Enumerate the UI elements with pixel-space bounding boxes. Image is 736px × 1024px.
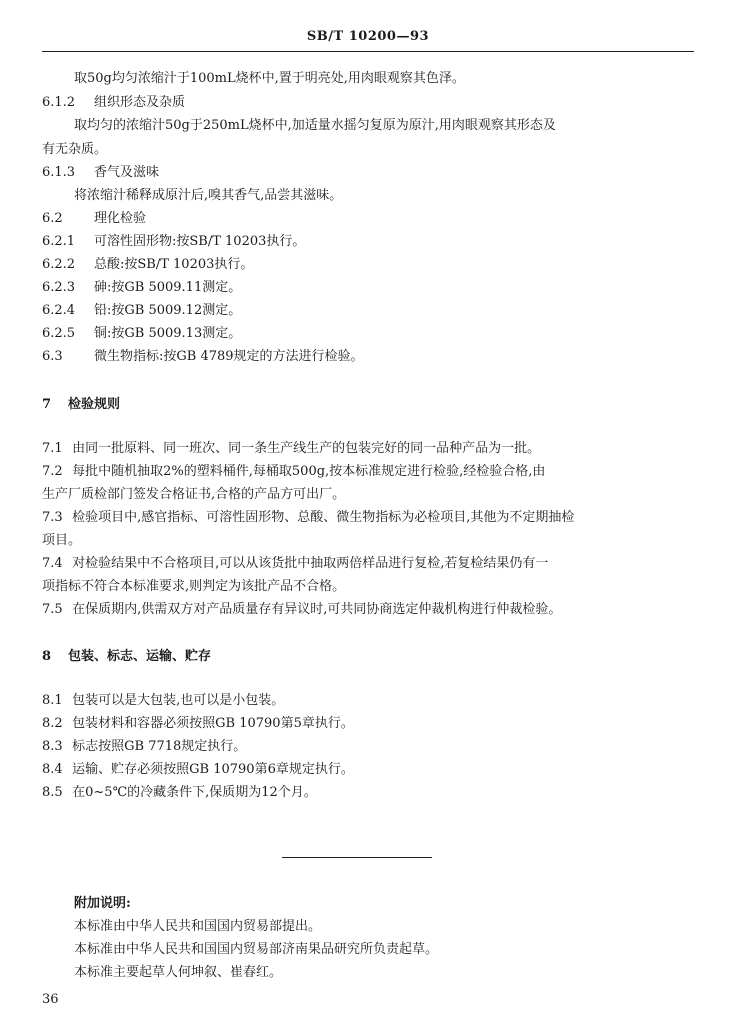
section-8-3 (42, 738, 692, 756)
section-8-1 (42, 692, 692, 710)
page-number: 36 (42, 992, 59, 1007)
section-7-3 (42, 509, 692, 527)
header-rule (42, 51, 694, 52)
chapter-7-heading (42, 396, 692, 414)
section-number: 8.1 (42, 693, 63, 708)
paragraph-line: 将浓缩汁稀释成原汁后,嗅其香气,品尝其滋味。 (74, 188, 343, 203)
footnote-rule (282, 857, 432, 858)
section-text: 包装可以是大包装,也可以是小包装。 (72, 693, 285, 708)
section-text: 标志按照GB 7718规定执行。 (72, 739, 247, 754)
section-text: 砷:按GB 5009.11测定。 (94, 280, 242, 295)
additional-note-line: 本标准由中华人民共和国国内贸易部济南果品研究所负责起草。 (74, 942, 439, 957)
additional-notes-title: 附加说明: (74, 896, 131, 911)
section-number: 7.4 (42, 556, 63, 571)
section-title: 香气及滋味 (94, 165, 160, 180)
section-8-4 (42, 761, 692, 779)
section-6-2-5 (42, 325, 692, 343)
section-number: 7.5 (42, 602, 63, 617)
section-number: 6.2.3 (42, 280, 76, 295)
section-number: 6.2.4 (42, 303, 76, 318)
section-text: 微生物指标:按GB 4789规定的方法进行检验。 (94, 349, 364, 364)
section-7-4 (42, 555, 692, 573)
section-text: 总酸:按SB/T 10203执行。 (94, 257, 254, 272)
section-number: 6.2 (42, 211, 63, 226)
section-number: 7.3 (42, 510, 63, 525)
paragraph-line: 生产厂质检部门签发合格证书,合格的产品方可出厂。 (42, 487, 346, 502)
section-text: 铜:按GB 5009.13测定。 (94, 326, 242, 341)
section-text: 在0~5℃的冷藏条件下,保质期为12个月。 (72, 785, 317, 800)
section-7-5 (42, 601, 692, 619)
section-number: 7.1 (42, 441, 63, 456)
chapter-title: 检验规则 (68, 397, 121, 412)
section-6-1-3 (42, 164, 692, 182)
section-text: 检验项目中,感官指标、可溶性固形物、总酸、微生物指标为必检项目,其他为不定期抽检 (72, 510, 575, 525)
section-8-2 (42, 715, 692, 733)
section-number: 8.3 (42, 739, 63, 754)
section-title: 理化检验 (94, 211, 147, 226)
document-code-header: SB/T 10200—93 (306, 29, 430, 44)
section-6-1-2 (42, 94, 692, 112)
section-number: 6.1.2 (42, 95, 76, 110)
paragraph-line: 有无杂质。 (42, 142, 108, 157)
chapter-8-heading (42, 648, 692, 666)
section-number: 7.2 (42, 464, 63, 479)
section-title: 组织形态及杂质 (94, 95, 186, 110)
section-number: 8.4 (42, 762, 63, 777)
paragraph-line: 项目。 (42, 533, 82, 548)
section-number: 6.1.3 (42, 165, 76, 180)
section-6-2-1 (42, 233, 692, 251)
section-number: 8.2 (42, 716, 63, 731)
section-text: 在保质期内,供需双方对产品质量存有异议时,可共同协商选定仲裁机构进行仲裁检验。 (72, 602, 562, 617)
section-number: 6.2.5 (42, 326, 76, 341)
chapter-title: 包装、标志、运输、贮存 (68, 649, 212, 664)
section-6-3 (42, 348, 692, 366)
section-number: 6.2.2 (42, 257, 76, 272)
section-7-2 (42, 463, 692, 481)
section-text: 由同一批原料、同一班次、同一条生产线生产的包装完好的同一品种产品为一批。 (72, 441, 541, 456)
paragraph-line: 取50g均匀浓缩汁于100mL烧杯中,置于明亮处,用肉眼观察其色泽。 (74, 71, 465, 86)
section-6-2 (42, 210, 692, 228)
section-7-1 (42, 440, 692, 458)
additional-note-line: 本标准由中华人民共和国国内贸易部提出。 (74, 919, 322, 934)
section-number: 8.5 (42, 785, 63, 800)
section-number: 6.2.1 (42, 234, 76, 249)
paragraph-line: 取均匀的浓缩汁50g于250mL烧杯中,加适量水摇匀复原为原汁,用肉眼观察其形态及 (74, 118, 556, 133)
section-number: 6.3 (42, 349, 63, 364)
section-8-5 (42, 784, 692, 802)
section-text: 包装材料和容器必须按照GB 10790第5章执行。 (72, 716, 354, 731)
section-text: 运输、贮存必须按照GB 10790第6章规定执行。 (72, 762, 354, 777)
section-6-2-4 (42, 302, 692, 320)
paragraph-line: 项指标不符合本标准要求,则判定为该批产品不合格。 (42, 579, 346, 594)
section-text: 可溶性固形物:按SB/T 10203执行。 (94, 234, 306, 249)
chapter-number: 8 (42, 649, 52, 664)
additional-note-line: 本标准主要起草人何坤叙、崔春红。 (74, 965, 283, 980)
section-text: 每批中随机抽取2%的塑料桶件,每桶取500g,按本标准规定进行检验,经检验合格,由 (72, 464, 546, 479)
section-6-2-2 (42, 256, 692, 274)
chapter-number: 7 (42, 397, 52, 412)
section-6-2-3 (42, 279, 692, 297)
section-text: 对检验结果中不合格项目,可以从该货批中抽取两倍样品进行复检,若复检结果仍有一 (72, 556, 549, 571)
section-text: 铅:按GB 5009.12测定。 (94, 303, 242, 318)
